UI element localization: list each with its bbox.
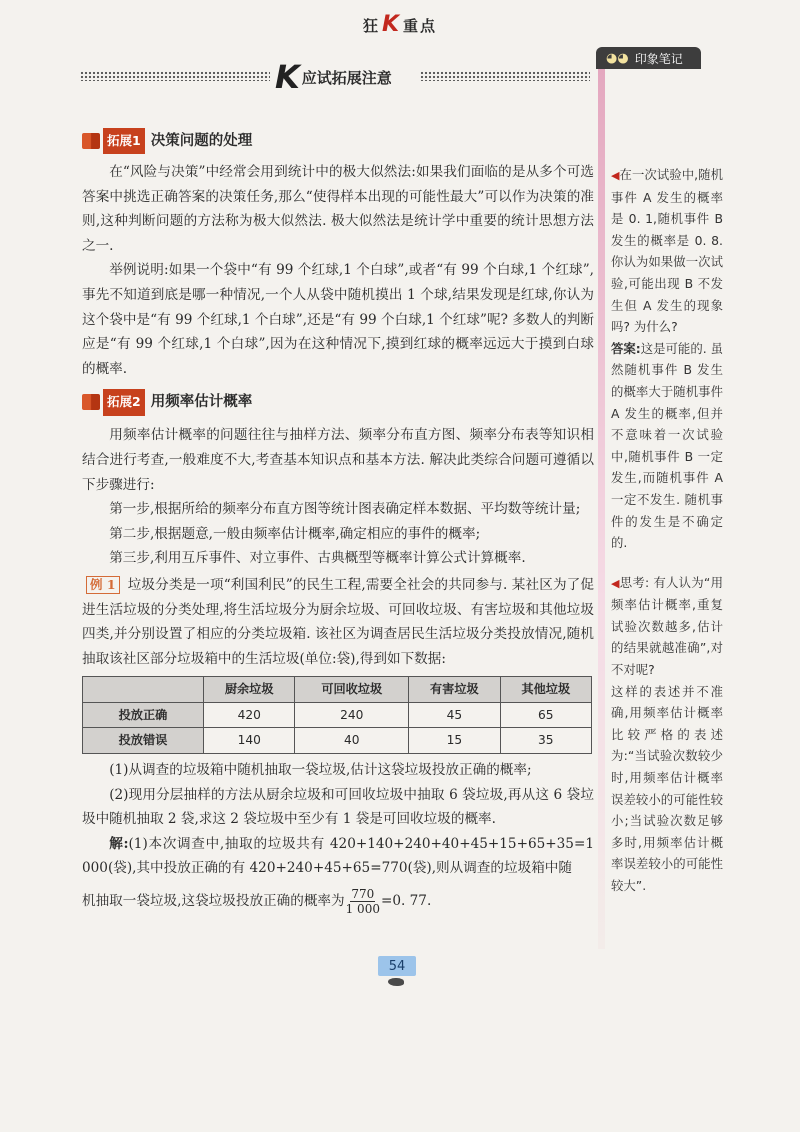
dotted-rule-right [420, 71, 590, 81]
table-cell: 420 [204, 702, 295, 728]
margin-answer [611, 338, 723, 554]
extension-2-title: 用频率估计概率 [150, 394, 253, 411]
margin-question-text: 在一次试验中,随机事件 A 发生的概率是 0. 1,随机事件 B 发生的概率是 0. 8. 你认为如果做一次试验,可能出现 B 不发生但 A 发生的现象吗? 为什么? [611, 167, 723, 335]
header-prefix: 狂 [362, 17, 380, 35]
margin-spacer [611, 554, 723, 572]
fraction-numerator: 770 [351, 887, 375, 902]
margin-notes-tab [596, 47, 701, 69]
margin-think-answer: 这样的表述并不准确,用频率估计概率比较严格的表述为:“当试验次数较少时,用频率估计概率误差较小的可能性较小;当试验次数足够多时,用频率估计概率误差较小的可能性较大”. [611, 683, 723, 893]
question-1: (1)从调查的垃圾箱中随机抽取一袋垃圾,估计这袋垃圾投放正确的概率; [109, 762, 532, 779]
table-header-row [83, 677, 592, 703]
question-2: (2)现用分层抽样的方法从厨余垃圾和可回收垃圾中抽取 6 袋垃圾,再从这 6 袋垃圾中随机抽取 2 袋,求这 2 袋垃圾中至少有 1 袋是可回收垃圾的概率. [82, 786, 594, 828]
book-icon [82, 133, 100, 149]
step-2: 第二步,根据题意,一般由频率估计概率,确定相应的事件的概率; [109, 525, 481, 542]
main-column [82, 128, 594, 916]
step-3: 第三步,利用互斥事件、对立事件、古典概型等概率计算公式计算概率. [109, 550, 526, 567]
solution-result: =0. 77. [380, 893, 432, 910]
example-1-text: 垃圾分类是一项“利国利民”的民生工程,需要全社会的共同参与. 某社区为了促进生活垃圾的分类处理,将生活垃圾分为厨余垃圾、可回收垃圾、有害垃圾和其他垃圾四类,并分别设置了相应的分类垃圾箱. 该社区为调查居民生活垃圾分类投放情况,随机抽取该社区部分垃圾箱中的生活垃圾(单位:袋),得到如下数据: [82, 576, 594, 667]
running-header [0, 12, 800, 37]
book-icon [82, 394, 100, 410]
solution-label: 解: [109, 835, 129, 852]
margin-notes [611, 164, 723, 897]
table-header-cell: 可回收垃圾 [295, 677, 409, 703]
page-number: 54 [378, 956, 416, 976]
triangle-marker-icon: ◀ [611, 576, 620, 590]
solution-part-2 [82, 887, 594, 916]
margin-answer-text: 这是可能的. 虽然随机事件 B 发生的概率大于随机事件 A 发生的概率,但并不意味着一次试验中,随机事件 B 一定发生,而随机事件 A 一定不发生. 随机事件的发生是不确定的. [611, 340, 723, 551]
section-title [275, 59, 420, 95]
extension-1-title: 决策问题的处理 [150, 132, 253, 149]
fraction-denominator: 1 000 [345, 902, 380, 917]
margin-answer-label: 答案: [611, 340, 641, 356]
extension-1-paragraph-1: 在“风险与决策”中经常会用到统计中的极大似然法:如果我们面临的是从多个可选答案中挑选正确答案的决策任务,那么“使得样本出现的可能性最大”可以作为决策的准则,这种判断问题的方法称为极大似然法. 极大似然法是统计学中重要的统计思想方法之一. [82, 164, 594, 254]
margin-question [611, 164, 723, 338]
extension-2-paragraph: 用频率估计概率的问题往往与抽样方法、频率分布直方图、频率分布表等知识相结合进行考查,一般难度不大,考查基本知识点和基本方法. 解决此类综合问题可遵循以下步骤进行: [82, 427, 594, 493]
margin-think [611, 572, 723, 681]
table-cell: 35 [500, 728, 591, 754]
table-cell: 40 [295, 728, 409, 754]
table-header-cell [83, 677, 204, 703]
table-cell: 240 [295, 702, 409, 728]
table-header-cell: 其他垃圾 [500, 677, 591, 703]
bird-ornament-icon [388, 978, 404, 986]
table-header-cell: 厨余垃圾 [204, 677, 295, 703]
solution-text-1: (1)本次调查中,抽取的垃圾共有 420+140+240+40+45+15+65+35=1 000(袋),其中投放正确的有 420+240+45+65=770(袋),则从调查的垃圾箱中随 [82, 835, 594, 877]
section-k-logo: K [275, 58, 300, 96]
table-cell: 45 [409, 702, 500, 728]
section-banner [80, 57, 590, 97]
solution-text-2: 机抽取一袋垃圾,这袋垃圾投放正确的概率为 [82, 893, 345, 910]
table-header-cell: 有害垃圾 [409, 677, 500, 703]
table-row [83, 702, 592, 728]
table-cell: 15 [409, 728, 500, 754]
header-suffix: 重点 [403, 17, 438, 35]
table-cell: 140 [204, 728, 295, 754]
example-1-tag: 例 1 [86, 576, 120, 594]
margin-tab-label: 印象笔记 [634, 51, 683, 66]
table-row [83, 728, 592, 754]
table-row-header: 投放错误 [83, 728, 204, 754]
example-1 [82, 573, 594, 671]
dotted-rule-left [80, 71, 270, 81]
solution-part-1 [82, 832, 594, 881]
extension-1-paragraph-2: 举例说明:如果一个袋中“有 99 个红球,1 个白球”,或者“有 99 个白球,1 个红球”,事先不知道到底是哪一种情况,一个人从袋中随机摸出 1 个球,结果发现是红球,你认为这个袋中是“有 99 个红球,1 个白球”,还是“有 99 个白球,1 个红球”呢? 多数人的判断应是“有 99 个红球,1 个白球”,因为在这种情况下,摸到红球的概率远远大于摸到白球的概率. [82, 262, 594, 377]
owl-icon: ◕◕ [606, 50, 629, 66]
section-title-text: 应试拓展注意 [301, 68, 392, 87]
margin-think-text: 思考: 有人认为“用频率估计概率,重复试验次数越多,估计的结果就越准确”,对不对呢? [611, 574, 723, 678]
extension-2-heading [82, 389, 594, 415]
step-1: 第一步,根据所给的频率分布直方图等统计图表确定样本数据、平均数等统计量; [109, 501, 581, 518]
garbage-data-table [82, 676, 592, 754]
header-k-logo: K [381, 12, 402, 37]
extension-2-tag: 拓展2 [103, 389, 145, 416]
probability-fraction [346, 887, 380, 916]
table-row-header: 投放正确 [83, 702, 204, 728]
extension-1-heading [82, 128, 594, 154]
extension-1-tag: 拓展1 [103, 128, 145, 155]
margin-color-strip [598, 69, 605, 949]
table-cell: 65 [500, 702, 591, 728]
triangle-marker-icon: ◀ [611, 169, 620, 182]
